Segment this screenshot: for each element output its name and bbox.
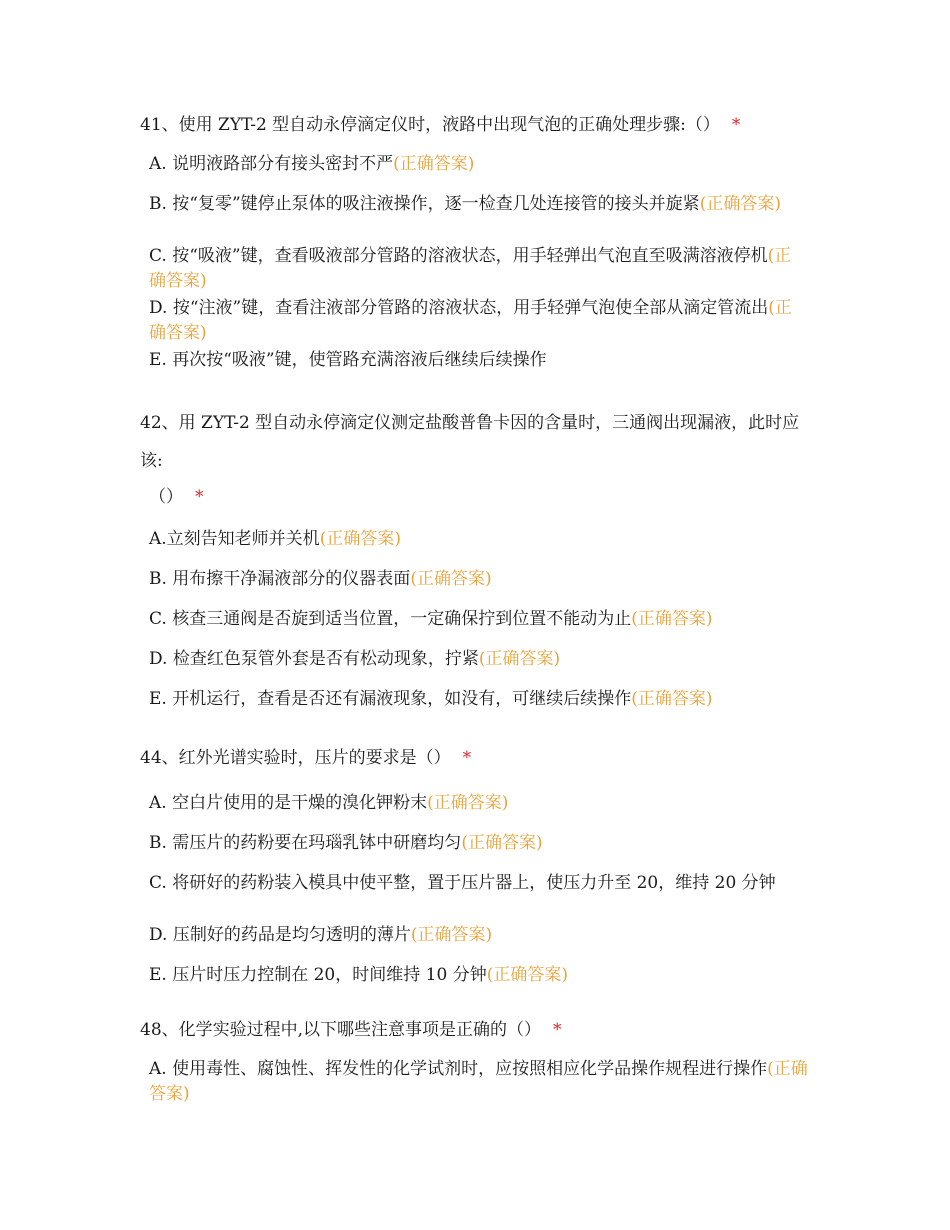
option-d[interactable] <box>149 296 808 348</box>
option-text: A.立刻告知老师并关机 <box>149 529 320 549</box>
question-44 <box>140 741 808 1003</box>
option-text: E. 再次按“吸液”键，使管路充满溶液后继续后续操作 <box>149 350 547 370</box>
option-list <box>140 1057 808 1109</box>
option-b[interactable] <box>149 192 808 244</box>
correct-answer-tag: (正确答案) <box>631 689 713 709</box>
option-e[interactable] <box>149 687 808 727</box>
question-subtitle <box>140 480 808 514</box>
option-text: C. 按“吸液”键，查看吸液部分管路的溶液状态，用手轻弹出气泡直至吸满溶液停机 <box>149 246 768 266</box>
option-b[interactable] <box>149 831 808 871</box>
option-text: E. 压片时压力控制在 20，时间维持 10 分钟 <box>149 965 487 985</box>
question-title <box>140 1013 808 1047</box>
option-text: C. 将研好的药粉装入模具中使平整，置于压片器上，使压力升至 20，维持 20 分钟 <box>149 873 776 893</box>
option-d[interactable] <box>149 647 808 687</box>
option-c[interactable] <box>149 607 808 647</box>
option-text: D. 压制好的药品是均匀透明的薄片 <box>149 925 411 945</box>
option-list <box>140 527 808 727</box>
option-b[interactable] <box>149 567 808 607</box>
option-text: B. 用布擦干净漏液部分的仪器表面 <box>149 569 411 589</box>
correct-answer-tag: (正确答案) <box>699 194 781 214</box>
option-text: D. 按“注液”键，查看注液部分管路的溶液状态，用手轻弹气泡使全部从滴定管流出 <box>149 298 769 318</box>
option-a[interactable] <box>149 791 808 831</box>
question-subtitle-text: （） <box>149 487 183 507</box>
correct-answer-tag: (正确答案) <box>410 569 492 589</box>
question-42 <box>140 404 808 727</box>
option-c[interactable] <box>149 244 808 296</box>
required-mark: * <box>462 748 472 768</box>
option-list <box>140 152 808 388</box>
required-mark: * <box>195 487 204 507</box>
option-text: A. 说明液路部分有接头密封不严 <box>149 154 394 174</box>
option-c[interactable] <box>149 871 808 923</box>
correct-answer-tag: (正确答案) <box>631 609 713 629</box>
option-list <box>140 791 808 1003</box>
correct-answer-tag: (正确答案) <box>461 833 543 853</box>
option-text: A. 空白片使用的是干燥的溴化钾粉末 <box>149 793 428 813</box>
question-title <box>140 404 808 480</box>
option-text: B. 按“复零”键停止泵体的吸注液操作，逐一检查几处连接管的接头并旋紧 <box>149 194 700 214</box>
question-48 <box>140 1013 808 1109</box>
option-a[interactable] <box>149 152 808 192</box>
correct-answer-tag: (正确答案) <box>319 529 401 549</box>
question-title-text: 44、红外光谱实验时，压片的要求是（） <box>140 748 451 768</box>
question-title <box>140 108 808 142</box>
question-title-text: 42、用 ZYT-2 型自动永停滴定仪测定盐酸普鲁卡因的含量时，三通阀出现漏液，此时应该: <box>140 413 800 471</box>
option-text: D. 检查红色泵管外套是否有松动现象，拧紧 <box>149 649 479 669</box>
option-e[interactable] <box>149 963 808 1003</box>
correct-answer-tag: (正确答案) <box>149 246 792 291</box>
correct-answer-tag: (正确答案) <box>393 154 475 174</box>
option-text: B. 需压片的药粉要在玛瑙乳钵中研磨均匀 <box>149 833 462 853</box>
question-title <box>140 741 808 775</box>
option-text: A. 使用毒性、腐蚀性、挥发性的化学试剂时，应按照相应化学品操作规程进行操作 <box>149 1059 768 1079</box>
question-title-text: 48、化学实验过程中,以下哪些注意事项是正确的（） <box>140 1020 542 1040</box>
option-d[interactable] <box>149 923 808 963</box>
required-mark: * <box>553 1020 562 1040</box>
option-text: C. 核查三通阀是否旋到适当位置，一定确保拧到位置不能动为止 <box>149 609 632 629</box>
correct-answer-tag: (正确答案) <box>486 965 568 985</box>
option-a[interactable] <box>149 527 808 567</box>
option-e[interactable] <box>149 348 808 388</box>
correct-answer-tag: (正确答案) <box>149 298 792 343</box>
question-title-text: 41、使用 ZYT-2 型自动永停滴定仪时，液路中出现气泡的正确处理步骤:（） <box>140 115 720 135</box>
option-text: E. 开机运行，查看是否还有漏液现象，如没有，可继续后续操作 <box>149 689 632 709</box>
correct-answer-tag: (正确答案) <box>478 649 561 669</box>
question-41 <box>140 108 808 388</box>
option-a[interactable] <box>149 1057 808 1109</box>
correct-answer-tag: (正确答案) <box>149 1059 808 1104</box>
required-mark: * <box>731 115 741 135</box>
correct-answer-tag: (正确答案) <box>427 793 509 813</box>
correct-answer-tag: (正确答案) <box>410 925 493 945</box>
